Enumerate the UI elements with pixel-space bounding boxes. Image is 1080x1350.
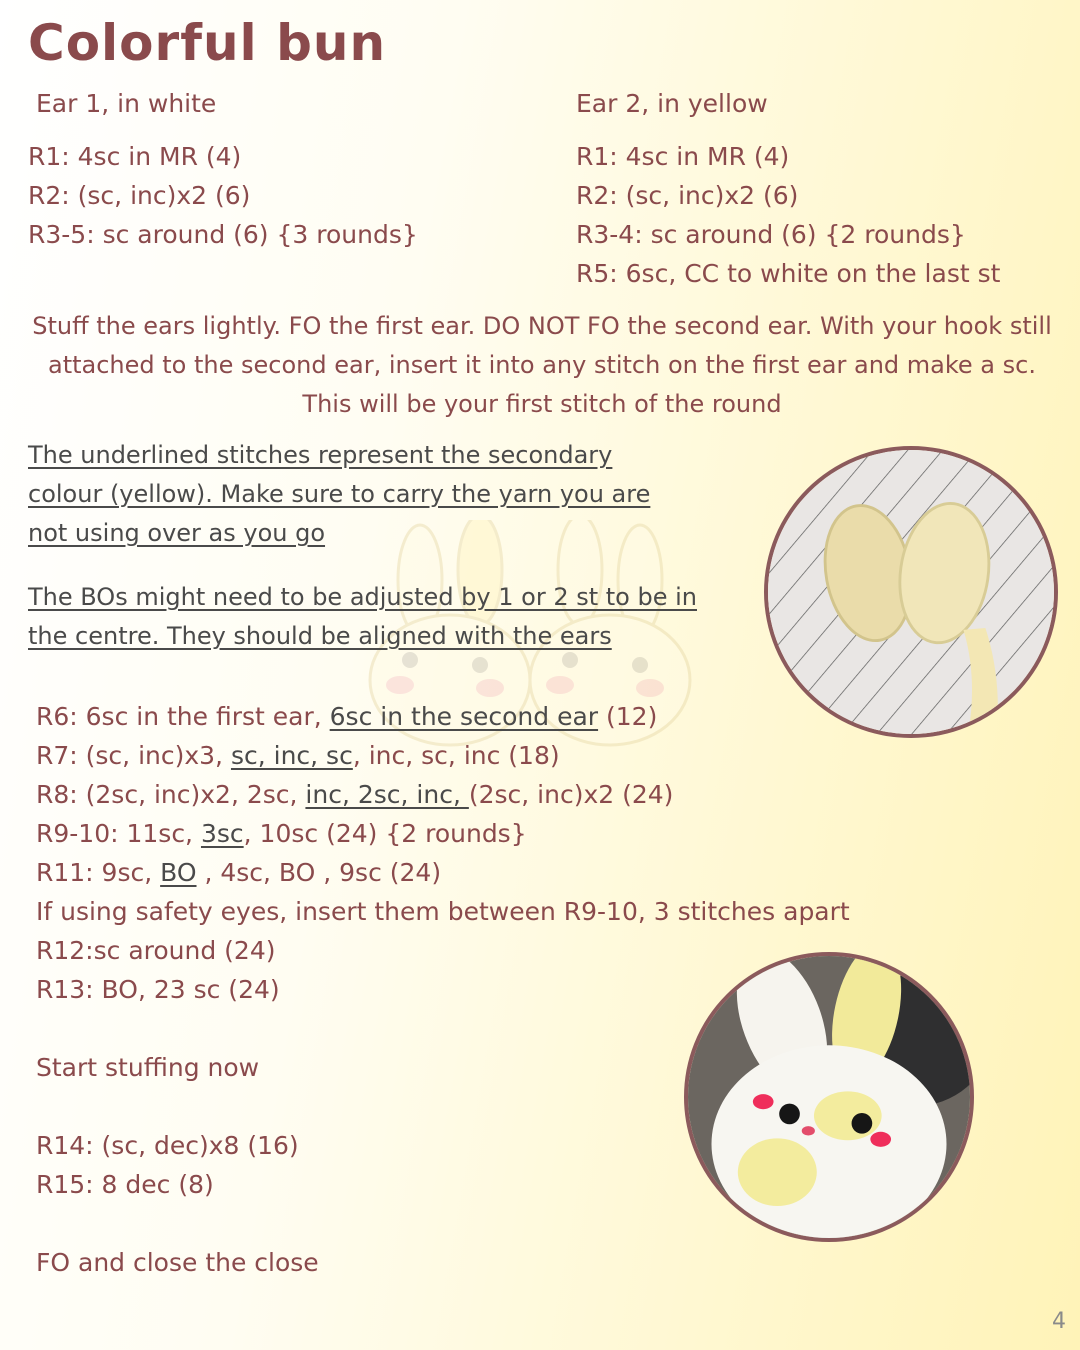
round-text: , 4sc, BO , 9sc (24) <box>196 858 442 887</box>
ear-1-round: R2: (sc, inc)x2 (6) <box>28 181 251 210</box>
round-15: R15: 8 dec (8) <box>36 1170 214 1199</box>
round-text: (2sc, inc)x2 (24) <box>468 780 674 809</box>
ear-1-title: Ear 1, in white <box>36 89 217 118</box>
ear-2-round: R1: 4sc in MR (4) <box>576 142 790 171</box>
round-13: R13: BO, 23 sc (24) <box>36 975 280 1004</box>
round-text: R6: 6sc in the first ear, <box>36 702 330 731</box>
page-title: Colorful bun <box>28 14 387 72</box>
round-text: R9-10: 11sc, <box>36 819 201 848</box>
round-text: R7: (sc, inc)x3, <box>36 741 231 770</box>
round-text: R11: 9sc, <box>36 858 161 887</box>
secondary-colour-stitches: 3sc <box>200 819 244 848</box>
ear-1-section <box>28 84 548 254</box>
ear-2-round: R5: 6sc, CC to white on the last st <box>576 259 1001 288</box>
secondary-colour-stitches: 6sc in the second ear <box>329 702 599 731</box>
ear-2-round: R2: (sc, inc)x2 (6) <box>576 181 799 210</box>
round-9-10 <box>36 814 850 853</box>
ear-1-round: R3-5: sc around (6) {3 rounds} <box>28 220 418 249</box>
crocheted-bunny-photo <box>684 952 974 1242</box>
safety-eyes-note: If using safety eyes, insert them between R9-10, 3 stitches apart <box>36 897 850 926</box>
bo-adjust-note: The BOs might need to be adjusted by 1 or 2 st to be in the centre. They should be aligned with the ears <box>28 583 697 650</box>
round-6 <box>36 697 850 736</box>
stuffing-note: Start stuffing now <box>36 1053 260 1082</box>
spacer <box>36 1204 850 1243</box>
round-text: , inc, sc, inc (18) <box>352 741 560 770</box>
round-12: R12:sc around (24) <box>36 936 276 965</box>
crocheted-ears-photo <box>764 446 1058 738</box>
round-text: , 10sc (24) {2 rounds} <box>243 819 527 848</box>
ear-2-title: Ear 2, in yellow <box>576 89 768 118</box>
ear-2-round: R3-4: sc around (6) {2 rounds} <box>576 220 966 249</box>
page-number: 4 <box>1052 1309 1066 1334</box>
secondary-colour-stitches: BO <box>160 858 197 887</box>
round-11 <box>36 853 850 892</box>
finishing-note: FO and close the close <box>36 1248 319 1277</box>
joining-instructions: Stuff the ears lightly. FO the first ear. DO NOT FO the second ear. With your hook still attached to the second ear, insert it into any stitch on the first ear and make a sc. This will be your first stitch of the round <box>32 312 1052 418</box>
secondary-colour-stitches: sc, inc, sc <box>230 741 353 770</box>
round-14: R14: (sc, dec)x8 (16) <box>36 1131 299 1160</box>
round-text: (12) <box>598 702 658 731</box>
ear-1-round: R1: 4sc in MR (4) <box>28 142 242 171</box>
secondary-colour-stitches: inc, 2sc, inc, <box>305 780 469 809</box>
ear-2-section <box>576 84 1066 293</box>
underline-note: The underlined stitches represent the secondary colour (yellow). Make sure to carry the yarn you are not using over as you go <box>28 441 651 547</box>
round-7 <box>36 736 850 775</box>
round-text: R8: (2sc, inc)x2, 2sc, <box>36 780 306 809</box>
round-8 <box>36 775 850 814</box>
